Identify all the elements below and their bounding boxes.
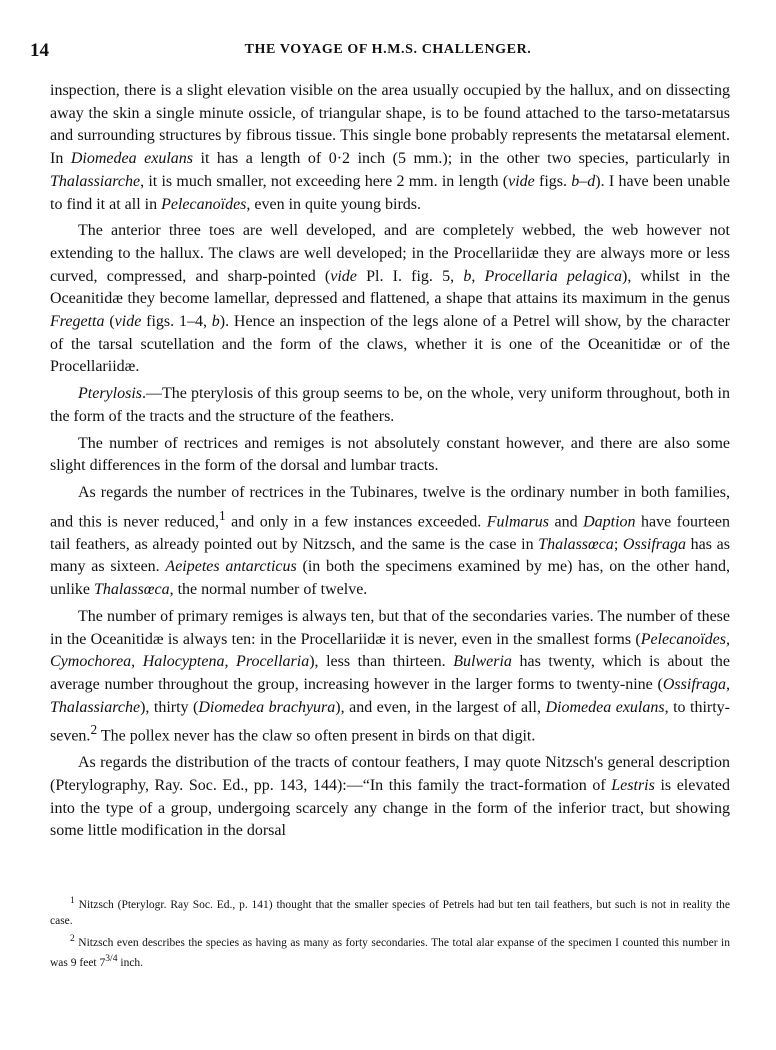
footnote-1: $^1$ Nitzsch (Pterylogr. Ray Soc. Ed., p. 141) thought that the smaller species of Petrels had but ten tail feathers, but such is not in reality the case.	[50, 895, 730, 927]
footnote-ref-2: 2	[90, 722, 98, 738]
paragraph-6: The number of primary remiges is always ten, but that of the secondaries varies. The number of these in the Oceanitidæ is always ten: in the Procellariidæ it is never, even in the smallest forms (Pelecanoïdes, Cymochorea, Halocyptena, Procellaria), less than thirteen. Bulweria has twenty, which is about the average number throughout the group, increasing however in the larger forms to twenty-nine (Ossifraga, Thalassiarche), thirty (Diomedea brachyura), and even, in the largest of all, Diomedea exulans, to thirty-seven.$^2$ The pollex never has the claw so often present in birds on that digit.	[50, 607, 731, 745]
paragraph-2: The anterior three toes are well developed, and are completely webbed, the web however not extending to the hallux. The claws are well developed; in the Procellariidæ they are always more or less curved, compressed, and sharp-pointed (vide Pl. I. fig. 5, b, Procellaria pelagica), whilst in the Oceanitidæ they become lamellar, depressed and flattened, a shape that attains its maximum in the genus Fregetta (vide figs. 1–4, b). Hence an inspection of the legs alone of a Petrel will show, by the character of the tarsal scutellation and the form of the claws, whether it is one of the Oceanitidæ or of the Procellariidæ.	[50, 222, 731, 376]
running-head: THE VOYAGE OF H.M.S. CHALLENGER.	[244, 42, 532, 57]
page-number: 14	[30, 40, 49, 61]
paragraph-1: inspection, there is a slight elevation visible on the area usually occupied by the hallux, and on dissecting away the skin a single minute ossicle, of triangular shape, is to be found attached to the tarso-metatarsus and surrounding structures by fibrous tissue. This single bone probably represents the metatarsal element. In Diomedea exulans it has a length of 0·2 inch (5 mm.); in the other two species, particularly in Thalassiarche, it is much smaller, not exceeding here 2 mm. in length (vide figs. b–d). I have been unable to find it at all in Pelecanoïdes, even in quite young birds.	[50, 82, 731, 213]
footnotes	[50, 893, 730, 972]
page-header	[30, 40, 746, 64]
paragraph-4: The number of rectrices and remiges is not absolutely constant however, and there are also some slight differences in the form of the dorsal and lumbar tracts.	[50, 434, 730, 475]
fraction: 3/4	[105, 952, 118, 964]
paragraph-3: Pterylosis.—The pterylosis of this group seems to be, on the whole, very uniform throughout, both in the form of the tracts and the structure of the feathers.	[50, 385, 730, 425]
footnote-ref-1: 1	[218, 507, 226, 523]
paragraph-5: As regards the number of rectrices in the Tubinares, twelve is the ordinary number in both families, and this is never reduced,$^1$ and only in a few instances exceeded. Fulmarus and Daption have fourteen tail feathers, as already pointed out by Nitzsch, and the same is the case in Thalassœca; Ossifraga has as many as sixteen. Aeipetes antarcticus (in both the specimens examined by me) has, on the other hand, unlike Thalassœca, the normal number of twelve.	[50, 483, 730, 599]
body-text	[50, 80, 730, 847]
paragraph-7: As regards the distribution of the tracts of contour feathers, I may quote Nitzsch's general description (Pterylography, Ray. Soc. Ed., pp. 143, 144):—“In this family the tract-formation of Lestris is elevated into the type of a group, undergoing scarcely any change in the form of the inferior tract, but showing some little modification in the dorsal	[50, 754, 730, 840]
footnote-2: $^2$ Nitzsch even describes the species as having as many as forty secondaries. The total alar expanse of the specimen I counted this number in was 9 feet $7^{3/4}$ inch.	[50, 932, 730, 969]
